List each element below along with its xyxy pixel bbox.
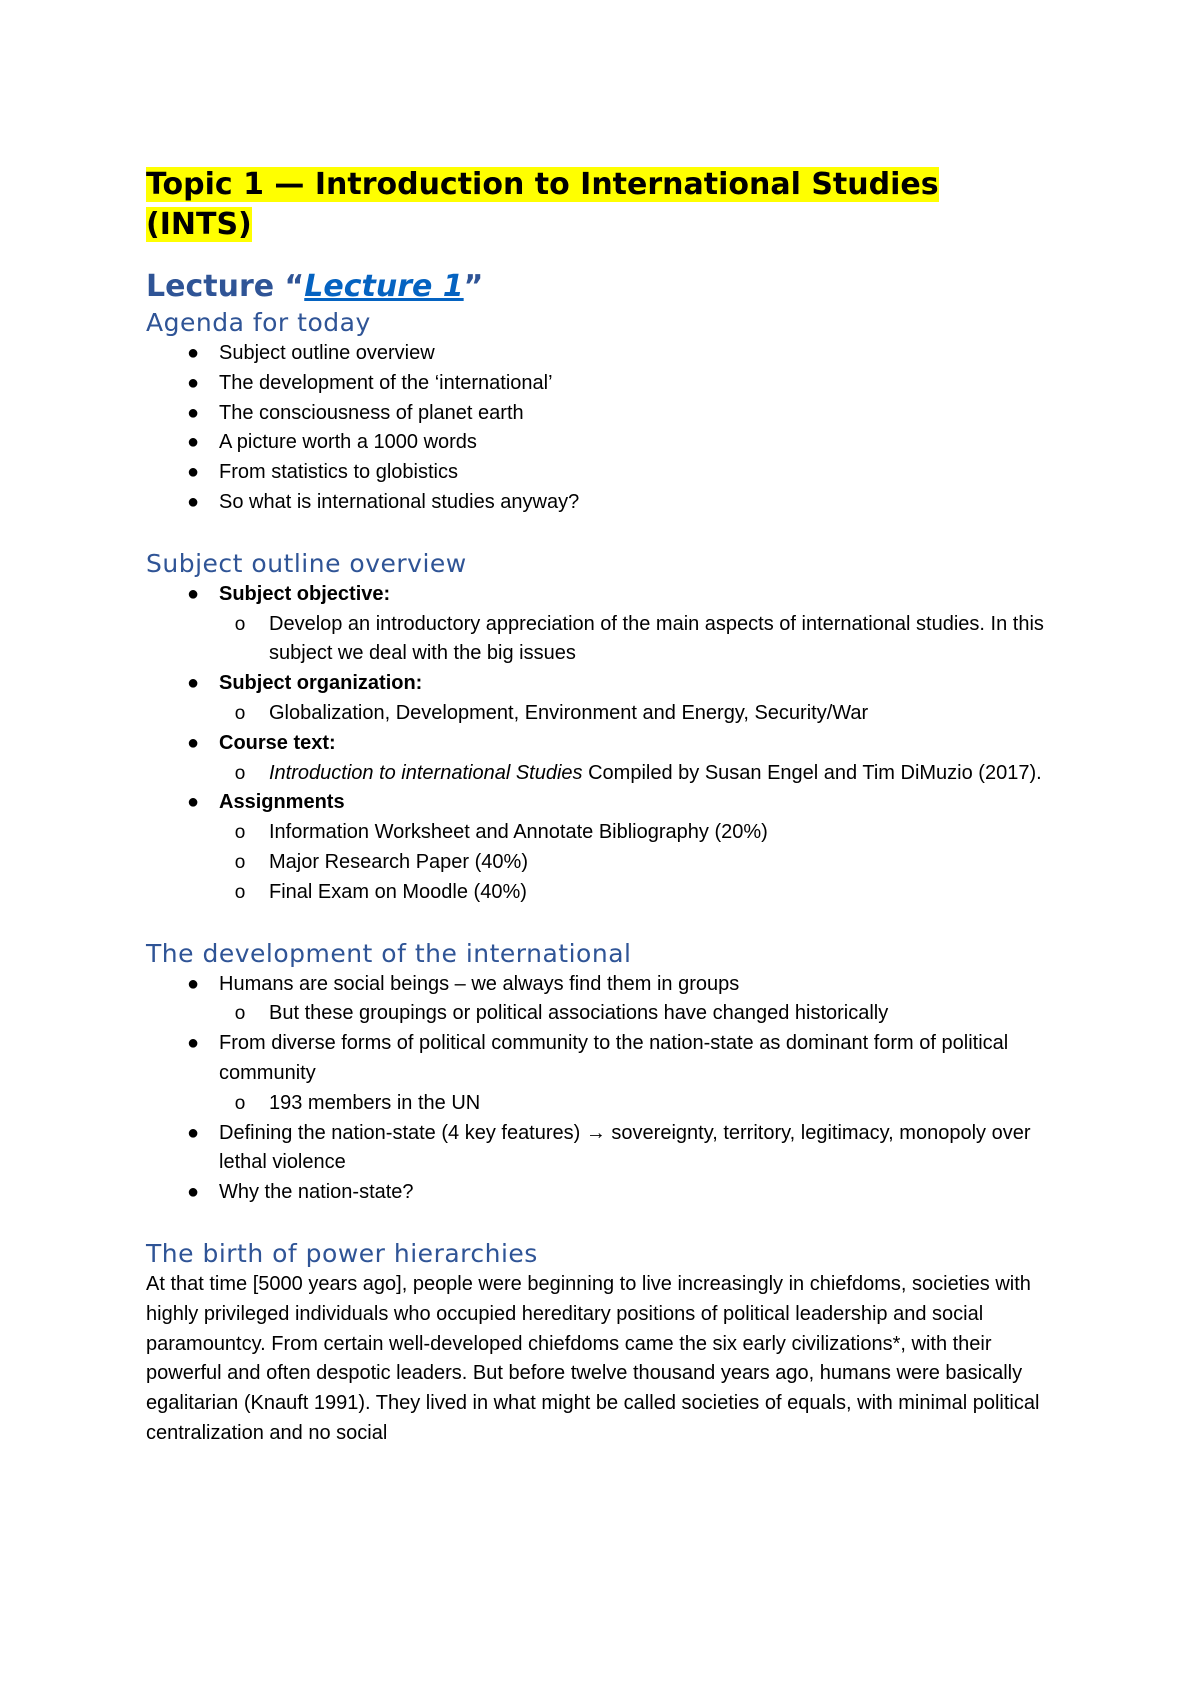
birth-paragraph: At that time [5000 years ago], people were beginning to live increasingly in chiefdoms, societies with highly privileged individuals who occupied hereditary positions of political leadership and social paramountcy. From certain well-developed chiefdoms came the six early civilizations*, with their powerful and often despotic leaders. But before twelve thousand years ago, humans were basically egalitarian (Knauft 1991). They lived in what might be called societies of equals, with minimal political centralization and no social [146,1272,1040,1444]
list-item: o But these groupings or political associations have changed historically [219,999,1066,1029]
lecture-prefix: Lecture “ [146,269,305,304]
bullet-icon: ● [186,791,200,814]
course-rest: Compiled by Susan Engel and Tim DiMuzio (2017). [582,761,1042,784]
bullet-icon: ● [186,1181,200,1204]
arrow-right-icon: → [585,1121,606,1144]
list-item [146,669,1066,729]
list-item: ● Defining the nation-state (4 key features) → sovereignty, territory, legitimacy, monopoly over lethal violence [146,1119,1066,1179]
title-line-2: (INTS) [146,207,252,242]
sub-bullet-icon: o [234,613,246,635]
bullet-icon: ● [186,972,200,995]
objective-text: Develop an introductory appreciation of the main aspects of international studies. In this subject we deal with the big issues [269,612,1044,665]
organization-text: Globalization, Development, Environment and Energy, Security/War [269,701,869,724]
bullet-icon: ● [186,371,200,394]
sub-bullet-icon: o [234,851,246,873]
outline-heading: Subject outline overview [146,548,467,578]
list-item: ● The consciousness of planet earth [146,399,1066,429]
list-item [219,699,1066,729]
list-item: ● From diverse forms of political community to the nation-state as dominant form of political community o 193 members in the UN [146,1029,1066,1118]
sub-bullet-icon: o [234,762,246,784]
course-label: Course text: [219,731,336,754]
course-title: Introduction to international Studies [269,761,583,784]
sub-bullet-icon: o [234,881,246,903]
assignments-label: Assignments [219,791,345,814]
title-line-1: Topic 1 — Introduction to International Studies [146,167,939,202]
bullet-icon: ● [186,490,200,513]
list-item: ● Humans are social beings – we always find them in groups o But these groupings or political associations have changed historically [146,970,1066,1030]
agenda-list [146,339,1066,518]
birth-heading: The birth of power hierarchies [146,1238,538,1268]
spacer [146,1208,1066,1238]
spacer [146,518,1066,548]
list-item: o 193 members in the UN [219,1089,1066,1119]
spacer [146,908,1066,938]
bullet-icon: ● [186,1121,200,1144]
bullet-icon: ● [186,401,200,424]
bullet-icon: ● [186,1032,200,1055]
bullet-icon: ● [186,672,200,695]
list-item [219,610,1066,670]
sub-bullet-icon: o [234,702,246,724]
document-page [146,165,1066,1449]
list-item: ● A picture worth a 1000 words [146,428,1066,458]
bullet-icon: ● [186,431,200,454]
list-item: ● So what is international studies anyway? [146,488,1066,518]
sub-bullet-icon: o [234,1003,246,1025]
document-title [146,165,1066,245]
development-list [146,970,1066,1208]
objective-label: Subject objective: [219,582,391,605]
sub-bullet-icon: o [234,822,246,844]
list-item: o Major Research Paper (40%) [219,848,1066,878]
list-item [146,580,1066,669]
agenda-heading: Agenda for today [146,308,371,337]
lecture-heading [146,267,1066,307]
list-item [219,759,1066,789]
lecture-suffix: ” [463,269,484,304]
bullet-icon: ● [186,582,200,605]
bullet-icon: ● [186,461,200,484]
list-item: o Final Exam on Moodle (40%) [219,878,1066,908]
list-item [146,788,1066,907]
outline-list [146,580,1066,908]
lecture-link[interactable]: Lecture 1 [304,269,464,304]
list-item [146,729,1066,789]
bullet-icon: ● [186,731,200,754]
list-item: ● Subject outline overview [146,339,1066,369]
list-item: ● Why the nation-state? [146,1178,1066,1208]
list-item: ● From statistics to globistics [146,458,1066,488]
development-heading: The development of the international [146,938,632,968]
list-item: o Information Worksheet and Annotate Bibliography (20%) [219,818,1066,848]
bullet-icon: ● [186,342,200,364]
organization-label: Subject organization: [219,672,423,695]
sub-bullet-icon: o [234,1092,246,1114]
list-item: ● The development of the ‘international’ [146,369,1066,399]
